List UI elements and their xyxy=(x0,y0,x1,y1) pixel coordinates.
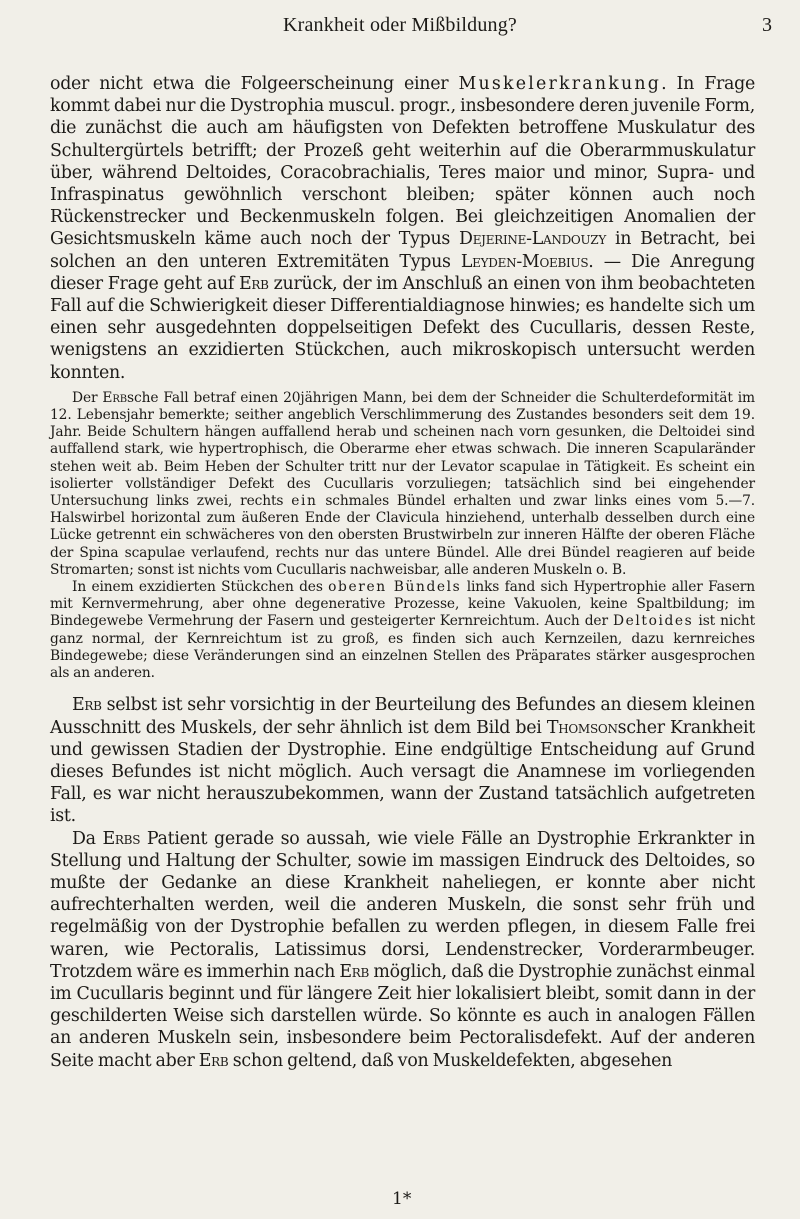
page-header xyxy=(0,14,800,42)
text-run: scher Krankheit und gewissen Stadien der Dystrophie. Eine endgültige Entscheidung auf Grund dieses Befundes ist nicht möglich. Auch versagt die Anamnese im vorliegenden Fall, es war nicht herauszubekommen, wann der Zustand tatsächlich aufgetreten ist. xyxy=(50,717,755,827)
text-run: selbst ist sehr vorsichtig in der Beurteilung des Befundes an diesem kleinen Ausschnitt des Muskels, der sehr ähnlich ist dem Bild bei xyxy=(50,695,755,738)
text-run: In einem exzidierten Stückchen des xyxy=(72,579,329,596)
emphasis-spaced: Muskelerkrankung xyxy=(458,74,662,94)
page-body xyxy=(50,73,755,1072)
text-run: oder nicht etwa die Folgeerscheinung einer xyxy=(50,74,459,94)
case-note-paragraph-1 xyxy=(50,390,755,579)
author-name: Erb xyxy=(239,273,269,294)
case-note-paragraph-2 xyxy=(50,579,755,682)
emphasis-spaced: ein xyxy=(291,493,318,510)
text-run: schmales Bündel erhalten und zwar links eines vom 5.—7. Halswirbel horizontal zum äußeren Ende der Clavicula hinziehend, unterhalb desselben durch eine Lücke getrennt ein schwächeres von den obersten Brustwirbeln zur inneren Hälfte der oberen Fläche der Spina scapulae verlaufend, rechts nur das untere Bündel. Alle drei Bündel reagieren auf beide Stromarten; sonst ist nichts vom Cucullaris nachweisbar, alle anderen Muskeln o. B. xyxy=(50,493,755,578)
paragraph-2 xyxy=(50,694,755,827)
emphasis-spaced: oberen Bündels xyxy=(328,579,462,596)
emphasis-spaced: Deltoides xyxy=(612,613,694,630)
text-run: möglich, daß die Dystrophie zunächst einmal im Cucullaris beginnt und für längere Zeit hier lokalisiert bleibt, somit dann in der geschilderten Weise sich darstellen würde. So könnte es auch in analogen Fällen an anderen Muskeln sein, insbesondere beim Pectoralisdefekt. Auf der anderen Seite macht aber xyxy=(50,961,755,1071)
text-run: Patient gerade so aussah, wie viele Fälle an Dystrophie Erkrankter in Stellung und Haltung der Schulter, sowie im massigen Eindruck des Deltoides, so mußte der Gedanke an diese Krankheit naheliegen, er konnte aber nicht aufrechterhalten werden, weil die anderen Muskeln, die sonst sehr früh und regelmäßig von der Dystrophie befallen zu werden pflegen, in diesem Falle frei waren, wie Pectoralis, Latissimus dorsi, Lendenstrecker, Vorderarmbeuger. Trotzdem wäre es immerhin nach xyxy=(50,828,756,982)
paragraph-1 xyxy=(50,73,755,384)
case-note xyxy=(50,390,755,682)
paragraph-3 xyxy=(50,828,755,1072)
text-run: Da xyxy=(72,828,103,849)
text-run: . In Frage kommt dabei nur die Dystrophia muscul. progr., insbesondere deren juvenile Form, die zunächst die auch am häufigsten von Defekten betroffene Muskulatur des Schultergürtels betrifft; der Prozeß geht weiterhin auf die Oberarmmuskulatur über, während Deltoides, Coracobrachialis, Teres maior und minor, Supra- und Infraspinatus gewöhnlich verschont bleiben; später können auch noch Rückenstrecker und Beckenmuskeln folgen. Bei gleichzeitigen Anomalien der Gesichtsmuskeln käme auch noch der Typus xyxy=(50,74,755,250)
text-run: in Betracht, bei solchen an den unteren Extremitäten Typus xyxy=(50,229,755,272)
page-number: 3 xyxy=(762,14,772,36)
running-title: Krankheit oder Mißbildung? xyxy=(282,14,518,36)
signature-mark: 1* xyxy=(392,1189,412,1209)
author-name: Erb xyxy=(72,695,102,716)
author-name: Thomson xyxy=(546,717,618,738)
text-run: Der xyxy=(72,389,103,406)
text-run: links fand sich Hypertrophie aller Fasern mit Kernvermehrung, aber ohne degenerative Prozesse, keine Vakuolen, keine Spaltbildung; im Bindegewebe Vermehrung der Fasern und gesteigerter Kernreichtum. Auch der xyxy=(50,579,755,630)
author-name: Erb xyxy=(102,389,128,406)
text-run: zurück, der im Anschluß an einen von ihm beobachteten Fall auf die Schwierigkeit dieser Differentialdiagnose hinwies; es handelte sich um einen sehr ausgedehnten doppelseitigen Defekt des Cucullaris, dessen Reste, wenigstens an exzidierten Stückchen, auch mikroskopisch untersucht werden konnten. xyxy=(50,273,755,383)
author-name: Leyden-Moebius xyxy=(460,251,589,272)
author-name: Erb xyxy=(198,1050,229,1071)
text-run: ist nicht ganz normal, der Kernreichtum ist zu groß, es finden sich auch Kernzeilen, dazu kernreiches Bindegewebe; diese Veränderungen sind an einzelnen Stellen des Präparates stärker ausgesprochen als an anderen. xyxy=(50,613,755,682)
author-name: Erb xyxy=(339,961,370,982)
text-run: schon geltend, daß von Muskeldefekten, abgesehen xyxy=(228,1050,673,1071)
text-run: sche Fall betraf einen 20jährigen Mann, bei dem der Schneider die Schulterdeformität im 12. Lebensjahr bemerkte; seither angeblich Verschlimmerung des Zustandes besonders seit dem 19. Jahr. Beide Schultern hängen auffallend herab und scheinen nach vorn gesunken, die Deltoidei sind auffallend stark, wie hypertrophisch, die Oberarme eher etwas schwach. Die inneren Scapularänder stehen weit ab. Beim Heben der Schulter tritt nur der Levator scapulae in Tätigkeit. Es scheint ein isolierter vollständiger Defekt des Cucullaris vorzuliegen; tatsächlich sind bei eingehender Untersuchung links zwei, rechts xyxy=(50,389,755,510)
text-run: . — Die Anregung dieser Frage geht auf xyxy=(50,251,755,294)
author-name: Dejerine-Landouzy xyxy=(459,229,607,250)
author-name: Erbs xyxy=(102,828,141,849)
